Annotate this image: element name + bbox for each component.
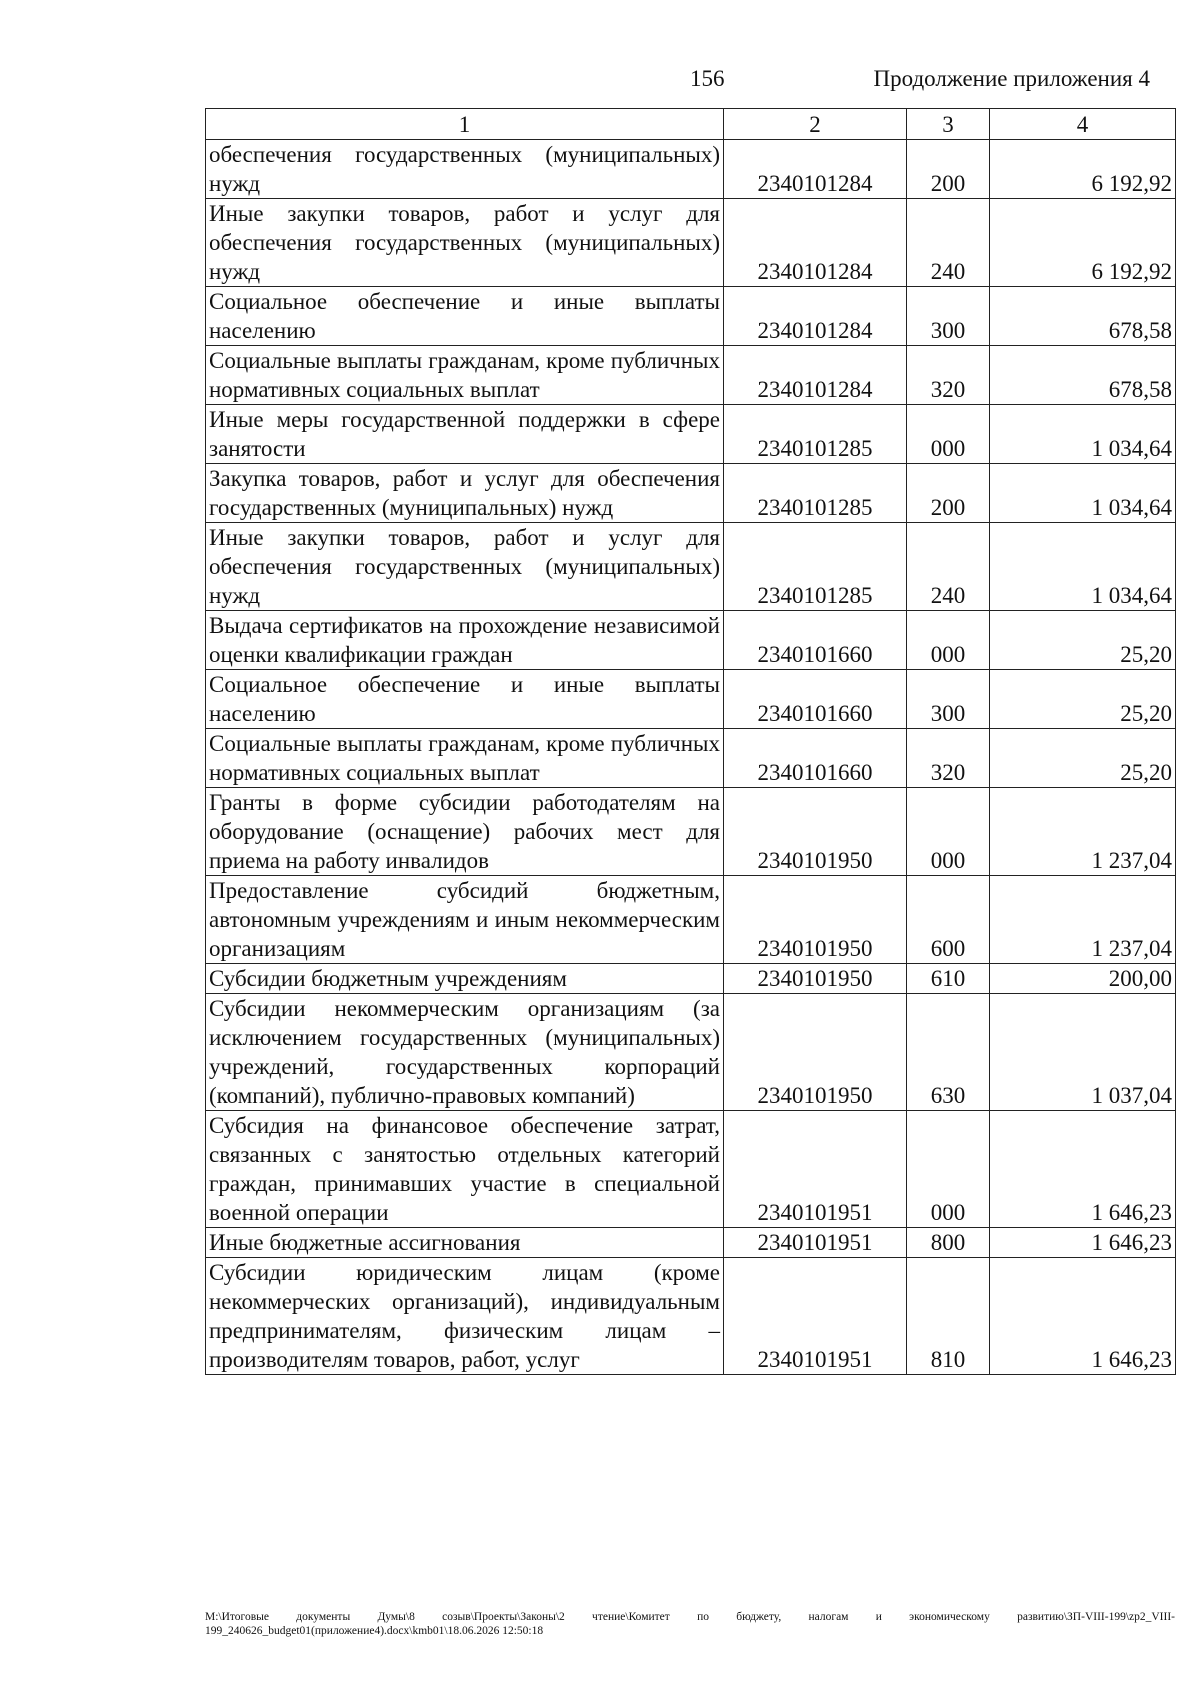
table-row: [206, 611, 1176, 670]
row-code: 2340101660: [724, 611, 907, 670]
row-code: 2340101284: [724, 287, 907, 346]
budget-table: [205, 108, 1176, 1375]
row-expense-type: 320: [907, 346, 990, 405]
row-name: Социальное обеспечение и иные выплаты населению: [206, 670, 724, 729]
table-row: [206, 876, 1176, 964]
row-name: Субсидии бюджетным учреждениям: [206, 964, 724, 994]
row-amount: 1 037,04: [990, 994, 1176, 1111]
row-name: Выдача сертификатов на прохождение независимой оценки квалификации граждан: [206, 611, 724, 670]
row-expense-type: 000: [907, 611, 990, 670]
row-code: 2340101660: [724, 729, 907, 788]
table-row: [206, 287, 1176, 346]
table-row: [206, 523, 1176, 611]
table-row: [206, 964, 1176, 994]
row-amount: 678,58: [990, 346, 1176, 405]
row-name: Социальные выплаты гражданам, кроме публичных нормативных социальных выплат: [206, 729, 724, 788]
table-row: [206, 1258, 1176, 1375]
row-expense-type: 300: [907, 670, 990, 729]
row-amount: 1 034,64: [990, 405, 1176, 464]
row-code: 2340101284: [724, 346, 907, 405]
row-amount: 1 237,04: [990, 876, 1176, 964]
row-amount: 1 034,64: [990, 464, 1176, 523]
row-expense-type: 300: [907, 287, 990, 346]
row-expense-type: 000: [907, 405, 990, 464]
table-row: [206, 199, 1176, 287]
row-code: 2340101950: [724, 994, 907, 1111]
row-code: 2340101950: [724, 876, 907, 964]
row-name: Субсидии некоммерческим организациям (за исключением государственных (муниципальных) учреждений, государственных корпораций (компаний), публично-правовых компаний): [206, 994, 724, 1111]
row-name: Гранты в форме субсидии работодателям на оборудование (оснащение) рабочих мест для приема на работу инвалидов: [206, 788, 724, 876]
table-row: [206, 464, 1176, 523]
row-expense-type: 630: [907, 994, 990, 1111]
row-name: Субсидия на финансовое обеспечение затрат, связанных с занятостью отдельных категорий граждан, принимавших участие в специальной военной операции: [206, 1111, 724, 1228]
column-header: 3: [907, 109, 990, 140]
column-header: 2: [724, 109, 907, 140]
row-code: 2340101660: [724, 670, 907, 729]
row-expense-type: 240: [907, 199, 990, 287]
row-name: Иные меры государственной поддержки в сфере занятости: [206, 405, 724, 464]
row-amount: 1 646,23: [990, 1111, 1176, 1228]
row-amount: 25,20: [990, 611, 1176, 670]
row-expense-type: 200: [907, 140, 990, 199]
row-expense-type: 800: [907, 1228, 990, 1258]
row-amount: 1 646,23: [990, 1258, 1176, 1375]
row-name: Предоставление субсидий бюджетным, автономным учреждениям и иным некоммерческим организациям: [206, 876, 724, 964]
row-code: 2340101284: [724, 199, 907, 287]
row-amount: 1 237,04: [990, 788, 1176, 876]
row-amount: 6 192,92: [990, 140, 1176, 199]
table-row: [206, 405, 1176, 464]
row-code: 2340101951: [724, 1258, 907, 1375]
row-name: Субсидии юридическим лицам (кроме некоммерческих организаций), индивидуальным предпринимателям, физическим лицам – производителям товаров, работ, услуг: [206, 1258, 724, 1375]
continuation-label: Продолжение приложения 4: [873, 66, 1150, 91]
page-number: 156: [690, 66, 725, 91]
row-code: 2340101950: [724, 788, 907, 876]
row-amount: 6 192,92: [990, 199, 1176, 287]
table-row: [206, 729, 1176, 788]
row-expense-type: 000: [907, 788, 990, 876]
table-header-row: [206, 109, 1176, 140]
row-expense-type: 320: [907, 729, 990, 788]
column-header: 1: [206, 109, 724, 140]
row-code: 2340101951: [724, 1228, 907, 1258]
row-amount: 678,58: [990, 287, 1176, 346]
row-code: 2340101950: [724, 964, 907, 994]
table-row: [206, 140, 1176, 199]
row-code: 2340101285: [724, 464, 907, 523]
row-name: обеспечения государственных (муниципальных) нужд: [206, 140, 724, 199]
table-row: [206, 1228, 1176, 1258]
row-code: 2340101284: [724, 140, 907, 199]
table-row: [206, 1111, 1176, 1228]
row-name: Социальное обеспечение и иные выплаты населению: [206, 287, 724, 346]
row-expense-type: 600: [907, 876, 990, 964]
document-path-footer: M:\Итоговые документы Думы\8 созыв\Проекты\Законы\2 чтение\Комитет по бюджету, налогам и экономическому развитию\ЗП-VIII-199\zp2_VIII-199_240626_budget01(приложение4).docx\kmb01\18.06.2026 12:50:18: [205, 1611, 1175, 1637]
row-amount: 1 034,64: [990, 523, 1176, 611]
row-code: 2340101285: [724, 523, 907, 611]
row-expense-type: 810: [907, 1258, 990, 1375]
table-row: [206, 788, 1176, 876]
row-name: Иные закупки товаров, работ и услуг для обеспечения государственных (муниципальных) нужд: [206, 199, 724, 287]
table-row: [206, 670, 1176, 729]
row-expense-type: 240: [907, 523, 990, 611]
row-amount: 200,00: [990, 964, 1176, 994]
row-expense-type: 610: [907, 964, 990, 994]
row-name: Закупка товаров, работ и услуг для обеспечения государственных (муниципальных) нужд: [206, 464, 724, 523]
row-expense-type: 200: [907, 464, 990, 523]
row-amount: 25,20: [990, 729, 1176, 788]
row-code: 2340101951: [724, 1111, 907, 1228]
row-name: Иные закупки товаров, работ и услуг для обеспечения государственных (муниципальных) нужд: [206, 523, 724, 611]
row-amount: 1 646,23: [990, 1228, 1176, 1258]
row-name: Социальные выплаты гражданам, кроме публичных нормативных социальных выплат: [206, 346, 724, 405]
row-expense-type: 000: [907, 1111, 990, 1228]
table-row: [206, 994, 1176, 1111]
row-code: 2340101285: [724, 405, 907, 464]
table-row: [206, 346, 1176, 405]
row-name: Иные бюджетные ассигнования: [206, 1228, 724, 1258]
row-amount: 25,20: [990, 670, 1176, 729]
column-header: 4: [990, 109, 1176, 140]
